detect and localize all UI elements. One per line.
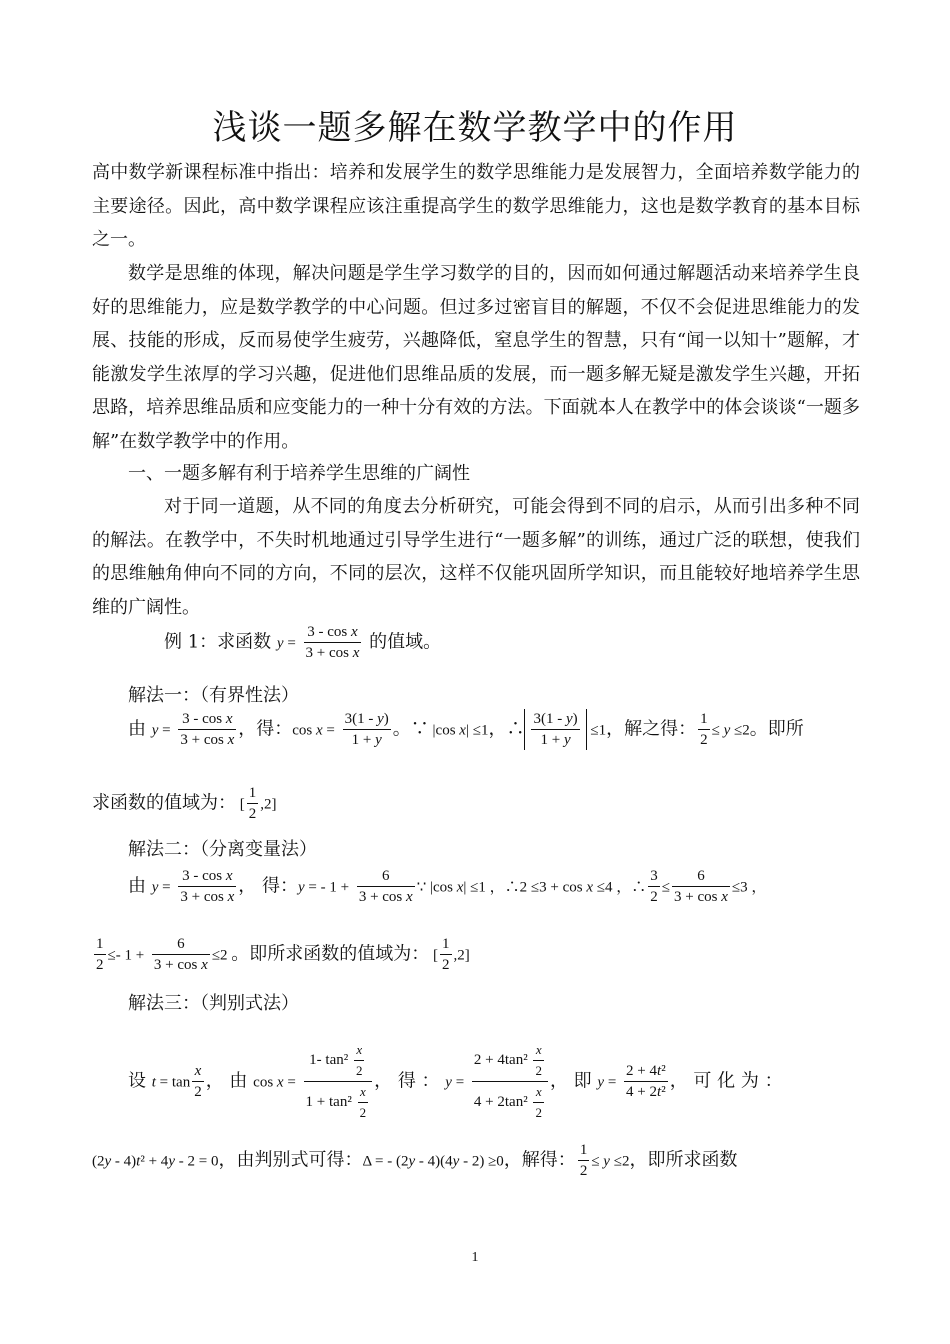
method-2-conclusion: $\frac{1}{2}$ ≤- 1 + $\frac{6}{\text{3 + cos x}}$ ≤2 。即所求函数的值域为： [ $\frac{1}{2}$ ,2] <box>96 936 470 973</box>
example-label: 例 1：求函数 <box>164 631 272 653</box>
example-1: 例 1：求函数 y = $\frac{\text{3 - cos x}}{\text{3 + cos x}}$ 的值域。 <box>164 624 442 661</box>
method-1-equation-line: 由 y = $\frac{\text{3 - cos x}}{\text{3 + cos x}}$ ，得：cos x = $\frac{3(1 - y)}{1 + y}$ 。∵ |cos x| ≤1，∴ $\frac{3(1 - y)}{1 + y}$ ≤1，解之得： $\frac{1}{2}$ ≤ y ≤2。即所 <box>128 711 804 748</box>
method-1-conclusion: 求函数的值域为： [ $\frac{1}{2}$ ,2] <box>92 785 277 822</box>
method-1-heading: 解法一：（有界性法） <box>128 685 299 706</box>
section-heading-1: 一、一题多解有利于培养学生思维的广阔性 <box>128 463 470 484</box>
method-2-heading: 解法二：（分离变量法） <box>128 839 317 860</box>
method-3-heading: 解法三：（判别式法） <box>128 993 299 1014</box>
paragraph-intro: 高中数学新课程标准中指出：培养和发展学生的数学思维能力是发展智力，全面培养数学能力的主要途径。因此，高中数学课程应该注重提高学生的数学思维能力，这也是数学教育的基本目标之一。 <box>92 162 860 250</box>
example-suffix: 的值域。 <box>369 631 442 653</box>
method-3-equation-line: 设 t = tan $\frac{x}{2}$ ， 由 cos x = 1- tan² $\frac{x}{2}$ 1 + tan² $\frac{x}{2}$ ， 得 ： y = 2 + 4tan² $\frac{x}{2}$ 4 + 2tan² $\frac{x}{2}$ ， 即 y = $\frac{\text{2 + 4t²}}{\text{4 + 2t²}}$ ， 可 化 为 ： <box>128 1040 783 1123</box>
method-3-discriminant-line: (2y - 4)t² + 4y - 2 = 0，由判别式可得：Δ = - (2y - 4)(4y - 2) ≥0，解得： $\frac{1}{2}$ ≤ y ≤2，即所求函数 <box>92 1142 738 1179</box>
paragraph-motivation: 数学是思维的体现，解决问题是学生学习数学的目的，因而如何通过解题活动来培养学生良好的思维能力，应是数学教学的中心问题。但过多过密盲目的解题，不仅不会促进思维能力的发展、技能的形成，反而易使学生疲劳，兴趣降低，窒息学生的智慧，只有“闻一以知十”题解，才能激发学生浓厚的学习兴趣，促进他们思维品质的发展，而一题多解无疑是激发学生兴趣，开拓思路，培养思维品质和应变能力的一种十分有效的方法。下面就本人在教学中的体会谈谈“一题多解”在数学教学中的作用。 <box>92 263 860 452</box>
paragraph-breadth: 对于同一道题，从不同的角度去分析研究，可能会得到不同的启示，从而引出多种不同的解法。在教学中，不失时机地通过引导学生进行“一题多解”的训练，通过广泛的联想，使我们的思维触角伸向不同的方向，不同的层次，这样不仅能巩固所学知识，而且能较好地培养学生思维的广阔性。 <box>92 496 860 618</box>
page-number: 1 <box>471 1250 479 1265</box>
method-2-equation-line: 由 y = $\frac{\text{3 - cos x}}{\text{3 + cos x}}$ ， 得：y = - 1 + $\frac{6}{\text{3 + cos x}}$ ∵ |cos x| ≤1 ，∴2 ≤3 + cos x ≤4 ，∴ $\frac{3}{2}$ ≤ $\frac{6}{\text{3 + cos x}}$ ≤3 ， <box>128 868 767 905</box>
page-title: 浅谈一题多解在数学教学中的作用 <box>212 108 738 148</box>
